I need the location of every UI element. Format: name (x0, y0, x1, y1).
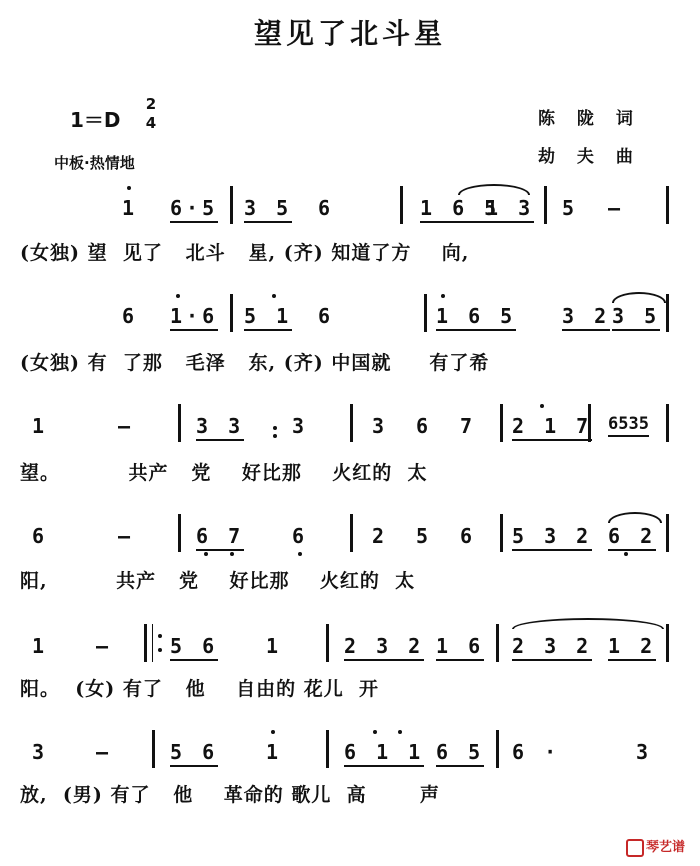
low-octave-dot (624, 552, 628, 556)
fermata-dot (273, 434, 277, 438)
note: 5 (416, 524, 433, 548)
note: 6 (122, 304, 139, 328)
note: 1 (32, 414, 49, 438)
lyrics-line-6: 放, (男) 有了 他 革命的 歌儿 高 声 (20, 784, 440, 806)
note-group: 2 3 2 (344, 634, 424, 661)
note-group: 2 3 2 (512, 634, 592, 661)
fermata-dot (273, 426, 277, 430)
bar-line (350, 514, 353, 552)
note: 6 (318, 196, 335, 220)
note-group: 6 1 1 (344, 740, 424, 767)
note: 3 (32, 740, 49, 764)
bar-line (178, 514, 181, 552)
note-group: 1 6 5 (420, 196, 500, 223)
note: 2 (372, 524, 389, 548)
note: 6 (32, 524, 49, 548)
tie-arc (612, 292, 666, 303)
lyrics-line-1: (女独) 望 见了 北斗 星, (齐) 知道了方 向, (20, 242, 470, 264)
composer-credit: 劫 夫 曲 (538, 147, 641, 167)
bar-line (496, 730, 499, 768)
song-title: 望见了北斗星 (253, 17, 446, 50)
note-group: 3 5 (612, 304, 660, 331)
note: 3 (636, 740, 653, 764)
note-group: 1·6 (170, 304, 218, 331)
bar-line (230, 294, 233, 332)
note-group: 3 2 (562, 304, 610, 331)
bar-line (666, 514, 669, 552)
bar-line (666, 624, 669, 662)
time-denominator: 4 (145, 114, 157, 132)
notation-line-1 (0, 196, 700, 226)
bar-line (178, 404, 181, 442)
note: 6 (292, 524, 309, 548)
note: 3 (292, 414, 309, 438)
note-group: 2 1 7 (512, 414, 592, 441)
site-watermark (626, 836, 685, 857)
note-group: 3 5 (244, 196, 292, 223)
watermark-text: 琴艺谱 (646, 840, 686, 855)
lyrics-line-4: 阳, 共产 党 好比那 火红的 太 (20, 570, 416, 592)
note: 6 (416, 414, 433, 438)
tie-arc (458, 184, 530, 195)
notation-line-6 (0, 740, 700, 770)
bar-line (230, 186, 233, 224)
tie-arc (608, 512, 662, 523)
bar-line (666, 186, 669, 224)
high-octave-dot (398, 730, 402, 734)
repeat-bar-line (144, 624, 147, 662)
bar-line (588, 404, 591, 442)
high-octave-dot (272, 294, 276, 298)
repeat-dot (158, 634, 162, 638)
note: 7 (460, 414, 477, 438)
tempo-marking: 中板·热情地 (54, 154, 135, 172)
repeat-dot (158, 648, 162, 652)
bar-line (326, 624, 329, 662)
note-group: 6 5 (436, 740, 484, 767)
bar-line (496, 624, 499, 662)
note-group: 6535 (608, 414, 649, 437)
sustain-dash: — (96, 740, 113, 764)
note-group: 1 2 (608, 634, 656, 661)
note: 1 (32, 634, 49, 658)
high-octave-dot (441, 294, 445, 298)
note-group: 6 7 (196, 524, 244, 551)
note: 1 (266, 740, 283, 764)
bar-line (500, 514, 503, 552)
note: 6 (318, 304, 335, 328)
tie-arc (512, 618, 664, 629)
lyrics-line-5: 阳。 (女) 有了 他 自由的 花儿 开 (20, 678, 379, 700)
low-octave-dot (204, 552, 208, 556)
low-octave-dot (298, 552, 302, 556)
bar-line (424, 294, 427, 332)
bar-line (400, 186, 403, 224)
note: 1 (122, 196, 139, 220)
note-group: 6·5 (170, 196, 218, 223)
note-group: 5 6 (170, 634, 218, 661)
note: 6 (460, 524, 477, 548)
bar-line (350, 404, 353, 442)
sustain-dash: — (118, 414, 135, 438)
bar-line (666, 294, 669, 332)
notation-line-5 (0, 634, 700, 664)
high-octave-dot (373, 730, 377, 734)
note: 3 (372, 414, 389, 438)
note-group: 6 2 (608, 524, 656, 551)
bar-line (500, 404, 503, 442)
note-group: 1 6 5 (436, 304, 516, 331)
high-octave-dot (540, 404, 544, 408)
site-logo-icon (626, 839, 644, 857)
note-group: 5 3 2 (512, 524, 592, 551)
note-group: 3 3 (196, 414, 244, 441)
note: 1 (266, 634, 283, 658)
lyrics-line-2: (女独) 有 了那 毛泽 东, (齐) 中国就 有了希 (20, 352, 490, 374)
low-octave-dot (230, 552, 234, 556)
note: 5 (562, 196, 579, 220)
time-numerator: 2 (145, 95, 157, 113)
key-signature: 1＝D (70, 108, 121, 132)
sustain-dash: — (118, 524, 135, 548)
notation-line-2 (0, 304, 700, 334)
high-octave-dot (127, 186, 131, 190)
note-group: 5 1 (244, 304, 292, 331)
bar-line (544, 186, 547, 224)
note-group: 1 3 (486, 196, 534, 223)
bar-line (152, 730, 155, 768)
sustain-dash: — (608, 196, 625, 220)
bar-line (666, 404, 669, 442)
time-signature (142, 96, 160, 132)
lyricist-credit: 陈 陇 词 (538, 109, 641, 129)
high-octave-dot (271, 730, 275, 734)
note-group: 1 6 (436, 634, 484, 661)
bar-line (326, 730, 329, 768)
lyrics-line-3: 望。 共产 党 好比那 火红的 太 (20, 462, 428, 484)
dotted-note: 6 · (512, 740, 561, 764)
sustain-dash: — (96, 634, 113, 658)
note-group: 5 6 (170, 740, 218, 767)
repeat-bar-line-thin (152, 624, 153, 662)
high-octave-dot (176, 294, 180, 298)
